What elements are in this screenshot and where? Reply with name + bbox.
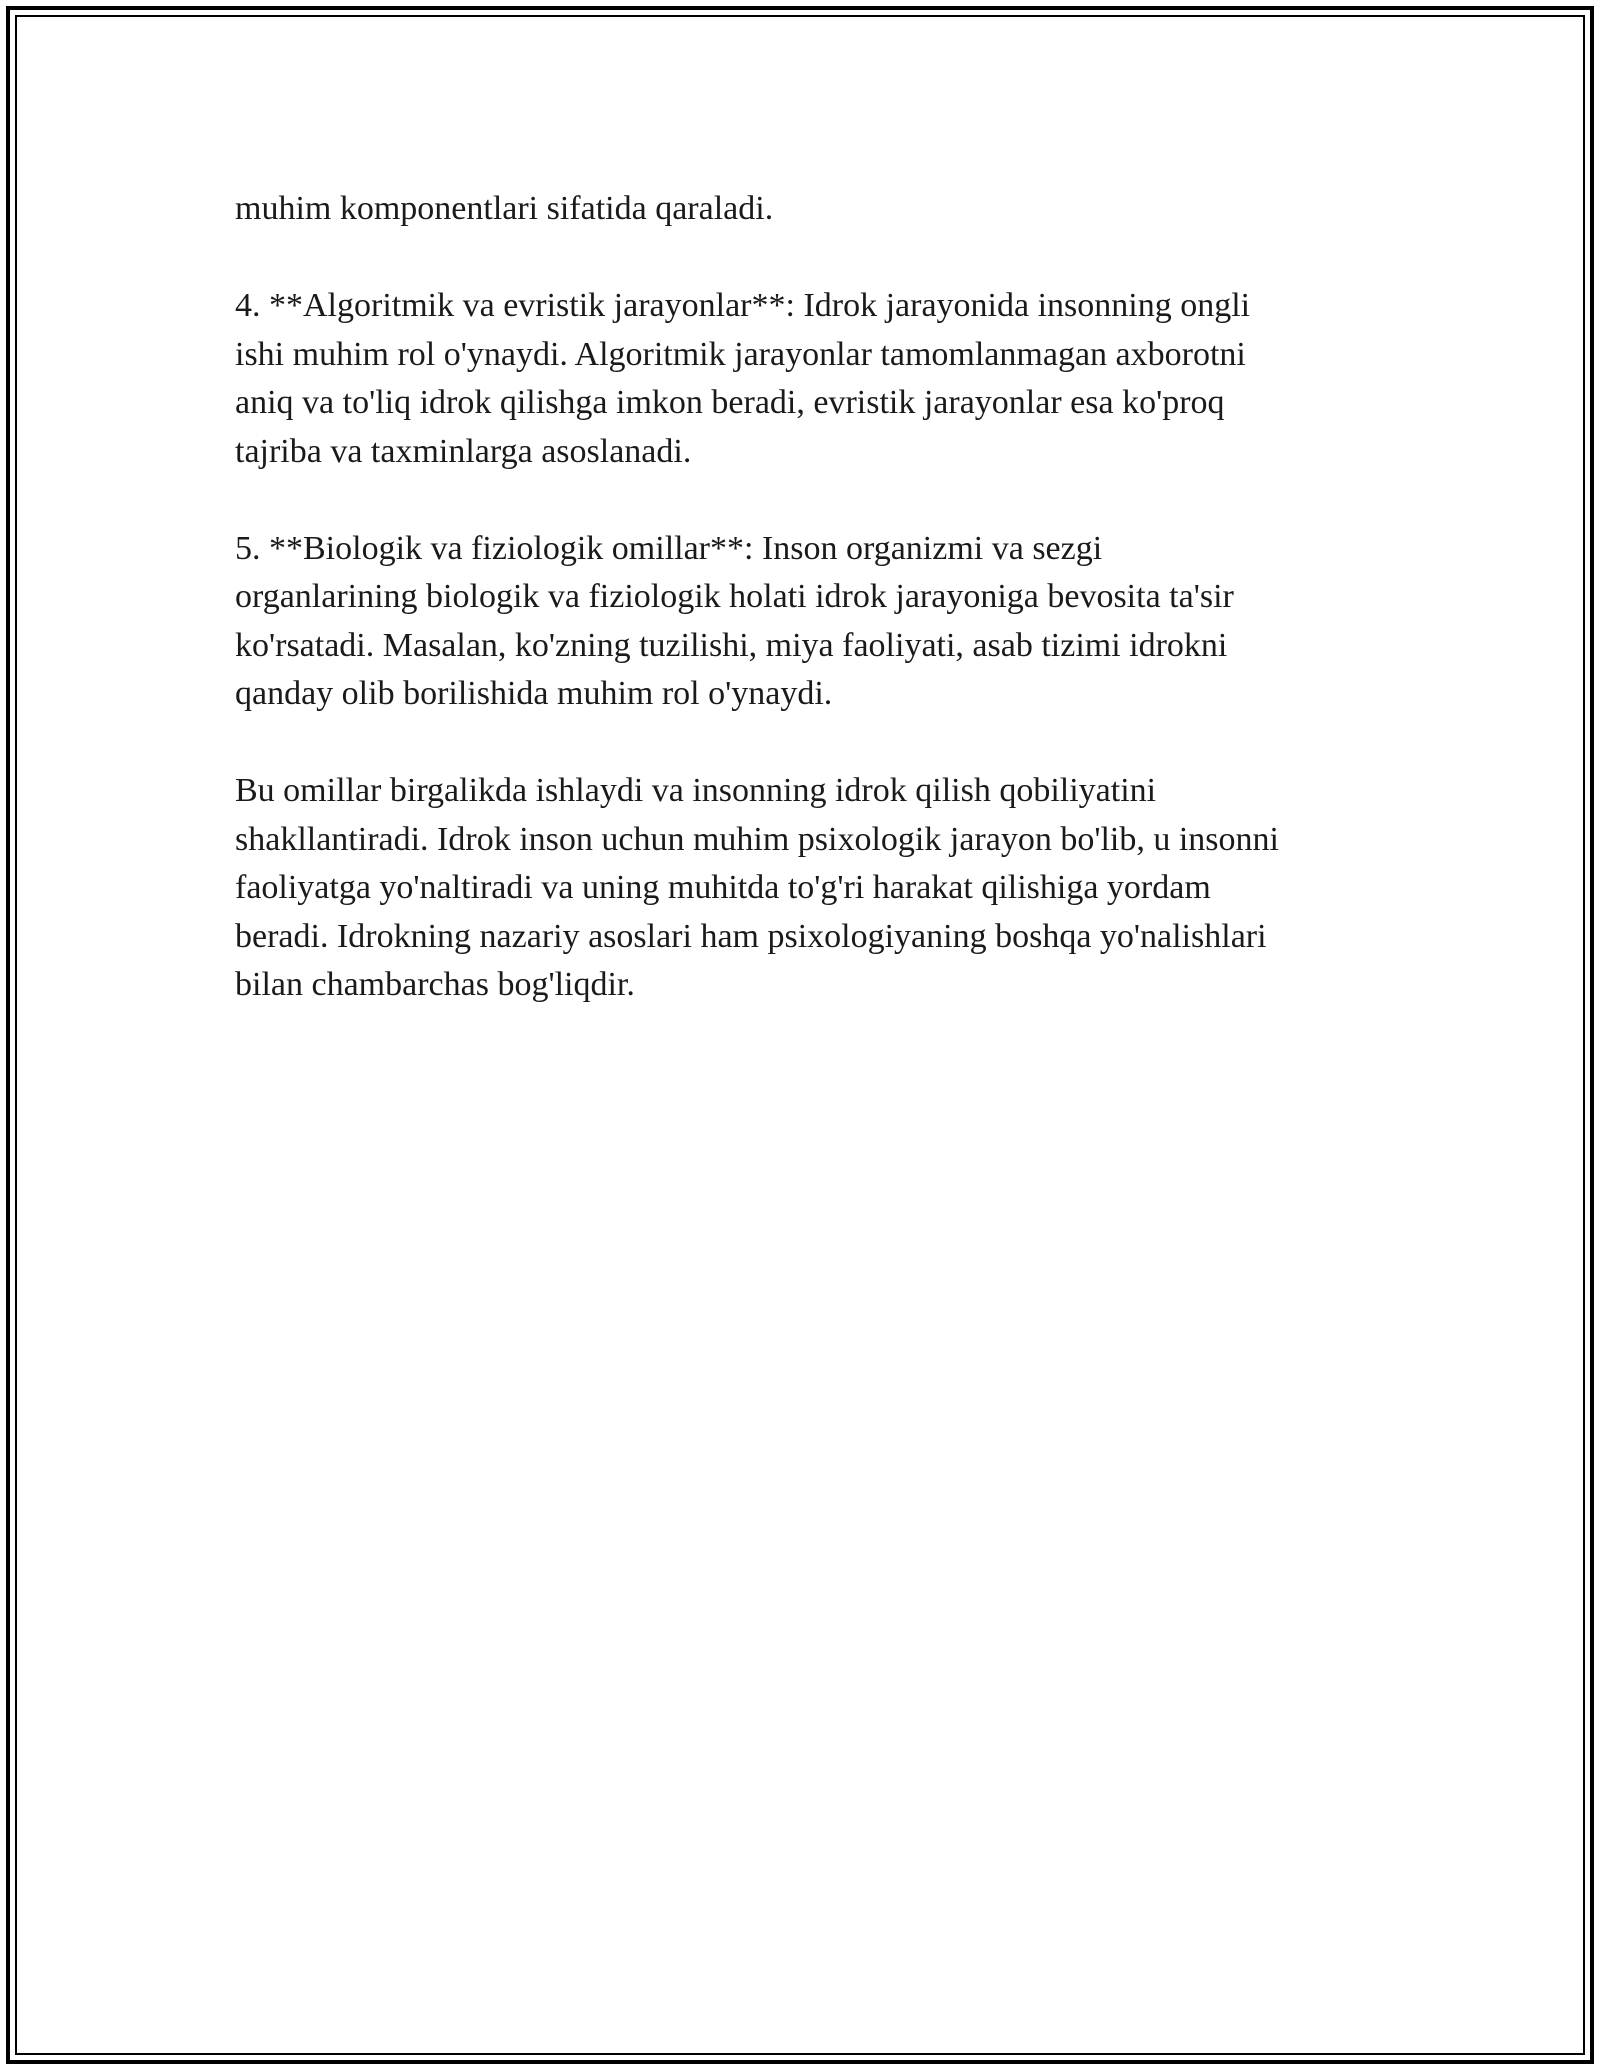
paragraph-conclusion: Bu omillar birgalikda ishlaydi va insonning idrok qilish qobiliyatini shakllantiradi. Idrok inson uchun muhim psixologik jarayon bo'lib, u insonni faoliyatga yo'naltiradi va uning muhitda to'g'ri harakat qilishiga yordam beradi. Idrokning nazariy asoslari ham psixologiyaning boshqa yo'nalishlari bilan chambarchas bog'liqdir. (235, 772, 1279, 1003)
paragraph-continuation: muhim komponentlari sifatida qaraladi. (235, 190, 774, 227)
paragraph-biologik-omillar: 5. **Biologik va fiziologik omillar**: Inson organizmi va sezgi organlarining biologik va fiziologik holati idrok jarayoniga bevosita ta'sir ko'rsatadi. Masalan, ko'zning tuzilishi, miya faoliyati, asab tizimi idrokni qanday olib borilishida muhim rol o'ynaydi. (235, 529, 1234, 712)
document-body (235, 185, 1375, 1058)
paragraph-algoritmik-jarayonlar: 4. **Algoritmik va evristik jarayonlar**: Idrok jarayonida insonning ongli ishi muhim rol o'ynaydi. Algoritmik jarayonlar tamomlanmagan axborotni aniq va to'liq idrok qilishga imkon beradi, evristik jarayonlar esa ko'proq tajriba va taxminlarga asoslanadi. (235, 287, 1251, 470)
